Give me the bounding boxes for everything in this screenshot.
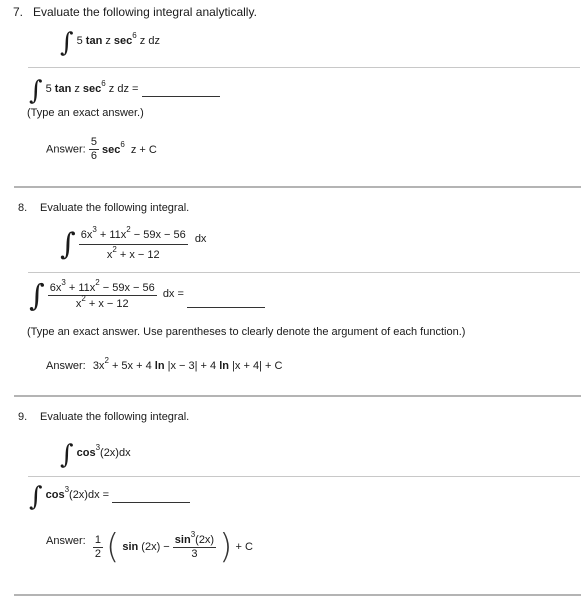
- q8-abs-close-2: |: [259, 360, 262, 372]
- q8-num-exp3: 3: [92, 225, 97, 234]
- q7-exp: 6: [132, 31, 137, 40]
- q8-equals: =: [177, 287, 184, 300]
- q8-answer-blank[interactable]: [187, 296, 265, 308]
- q7-frac-num: 5: [90, 136, 97, 148]
- q7-integral-expression: [60, 30, 160, 56]
- q7-z: z: [105, 35, 111, 47]
- q8-answer-ln1: ln: [154, 360, 165, 372]
- q7-answer-sec: sec: [102, 143, 121, 156]
- q7-prompt: Evaluate the following integral analytically.: [33, 5, 257, 19]
- q8-entry-numerator: [48, 278, 157, 296]
- q9-entry-exp: 3: [64, 485, 70, 494]
- integral-sign: ∫: [60, 28, 74, 58]
- q8-denominator: [79, 245, 188, 262]
- section-divider-8-9: [14, 395, 581, 397]
- q9-answer: [46, 527, 253, 567]
- q9-inner-arg: (2x): [195, 533, 215, 546]
- q7-dz: dz: [148, 35, 160, 47]
- q7-entry-sec: sec: [82, 83, 102, 95]
- q7-entry-coef: 5: [45, 83, 52, 95]
- q8-number: 8.: [18, 202, 28, 214]
- q7-sec: sec: [113, 35, 133, 47]
- q9-half-num: 1: [94, 533, 101, 546]
- q7-instruction: (Type an exact answer.): [27, 107, 144, 119]
- q9-entry-arg: (2x)dx: [69, 489, 100, 501]
- q8-abs-open-1: |: [167, 360, 171, 372]
- q9-inner-exp: 3: [190, 529, 196, 539]
- q9-inner-num: [173, 529, 216, 548]
- integral-sign: ∫: [29, 278, 45, 314]
- q9-answer-entry: [29, 484, 190, 510]
- q8-num-exp2: 2: [126, 225, 131, 234]
- q9-inner-fraction: [173, 529, 216, 561]
- q8-entry-denominator: [48, 296, 157, 311]
- q8-answer: [46, 356, 283, 372]
- q8-answer-label: Answer:: [46, 360, 86, 372]
- q8-divider: [28, 272, 580, 273]
- q7-equals: =: [132, 83, 139, 95]
- q8-answer-c: + C: [261, 360, 283, 372]
- q8-den-x: x: [106, 249, 113, 261]
- q9-prompt: Evaluate the following integral.: [40, 411, 190, 423]
- q8-instruction: (Type an exact answer. Use parentheses to clearly denote the argument of each function.): [27, 326, 466, 338]
- q9-integral-expression: [60, 442, 131, 468]
- q8-entry-den-x: x: [75, 298, 82, 310]
- q8-answer-3x: 3x: [92, 360, 105, 372]
- q8-entry-dx: dx: [162, 287, 175, 300]
- q7-answer-blank[interactable]: [142, 85, 220, 97]
- q7-entry-dz: dz: [117, 83, 129, 95]
- q8-answer-abs2: x + 4: [234, 360, 260, 372]
- q8-den-rest: + x − 12: [116, 249, 160, 261]
- q8-prompt: Evaluate the following integral.: [40, 202, 190, 214]
- q9-answer-half: [93, 534, 103, 561]
- q7-answer-rest: z + C: [130, 143, 157, 156]
- integral-sign: ∫: [29, 76, 43, 106]
- integral-sign: ∫: [29, 482, 43, 512]
- q8-entry-rest: − 59x − 56: [99, 282, 155, 294]
- q9-inner-den: 3: [191, 547, 198, 560]
- q8-entry-11x: + 11x: [65, 282, 96, 294]
- q9-equals: =: [102, 489, 110, 501]
- q7-answer-label: Answer:: [46, 143, 86, 156]
- q8-dx: dx: [194, 233, 207, 245]
- q7-coef: 5: [76, 35, 83, 47]
- q8-entry-exp3: 3: [61, 278, 66, 287]
- q9-exp: 3: [95, 443, 101, 452]
- q8-answer-plus4: + 4: [197, 360, 217, 372]
- q9-right-paren: ): [219, 527, 233, 567]
- q8-abs-open-2: |: [232, 360, 235, 372]
- q7-z2: z: [139, 35, 146, 47]
- q9-answer-c: + C: [235, 541, 253, 553]
- q9-left-paren: (: [106, 527, 120, 567]
- q7-entry-z: z: [74, 83, 80, 95]
- q9-entry-cos: cos: [45, 489, 65, 501]
- q8-entry-den-rest: + x − 12: [85, 298, 129, 310]
- section-divider-7-8: [14, 186, 581, 188]
- q7-entry-exp: 6: [101, 79, 106, 88]
- q8-den-exp2: 2: [112, 245, 117, 254]
- q9-number: 9.: [18, 411, 28, 423]
- q7-frac-den: 6: [90, 150, 97, 162]
- q7-divider: [28, 67, 580, 68]
- q9-cos: cos: [76, 447, 96, 459]
- q8-entry-exp2: 2: [95, 278, 100, 287]
- q7-entry-z2: z: [108, 83, 115, 95]
- q8-answer-mid: + 5x + 4: [108, 360, 152, 372]
- q9-inner-sin: sin: [174, 533, 191, 546]
- q7-answer: [46, 136, 157, 163]
- section-divider-end: [14, 594, 581, 596]
- q8-entry-6x: 6x: [49, 282, 62, 294]
- q7-number: 7.: [13, 5, 24, 19]
- q9-answer-sin: sin: [122, 541, 139, 553]
- q8-integral-expression: [60, 225, 207, 262]
- q8-num-6x: 6x: [80, 229, 93, 241]
- q8-numerator: [79, 225, 188, 245]
- q8-entry-den-exp2: 2: [81, 294, 86, 303]
- q9-answer-sin-arg: (2x) −: [141, 541, 170, 553]
- q7-answer-fraction: [89, 136, 99, 163]
- q8-entry-fraction: [48, 278, 157, 311]
- q9-answer-blank[interactable]: [112, 491, 190, 503]
- integral-sign: ∫: [60, 227, 76, 262]
- q9-divider: [28, 476, 580, 477]
- q8-integrand-fraction: [79, 225, 188, 262]
- q8-answer-exp2: 2: [104, 356, 109, 365]
- q8-answer-entry: [29, 278, 265, 314]
- q9-answer-label: Answer:: [46, 535, 86, 547]
- q8-num-rest: − 59x − 56: [130, 229, 186, 241]
- q7-tan: tan: [85, 35, 103, 47]
- q7-answer-exp: 6: [120, 139, 125, 149]
- q7-answer-entry: [29, 78, 220, 104]
- integral-sign: ∫: [60, 440, 74, 470]
- q9-arg: (2x)dx: [100, 447, 131, 459]
- q8-abs-close-1: |: [194, 360, 198, 372]
- q8-answer-ln2: ln: [219, 360, 229, 372]
- q9-half-den: 2: [94, 547, 101, 560]
- q8-answer-abs1: x − 3: [170, 360, 195, 372]
- q7-entry-tan: tan: [54, 83, 72, 95]
- q8-num-11x: + 11x: [96, 229, 127, 241]
